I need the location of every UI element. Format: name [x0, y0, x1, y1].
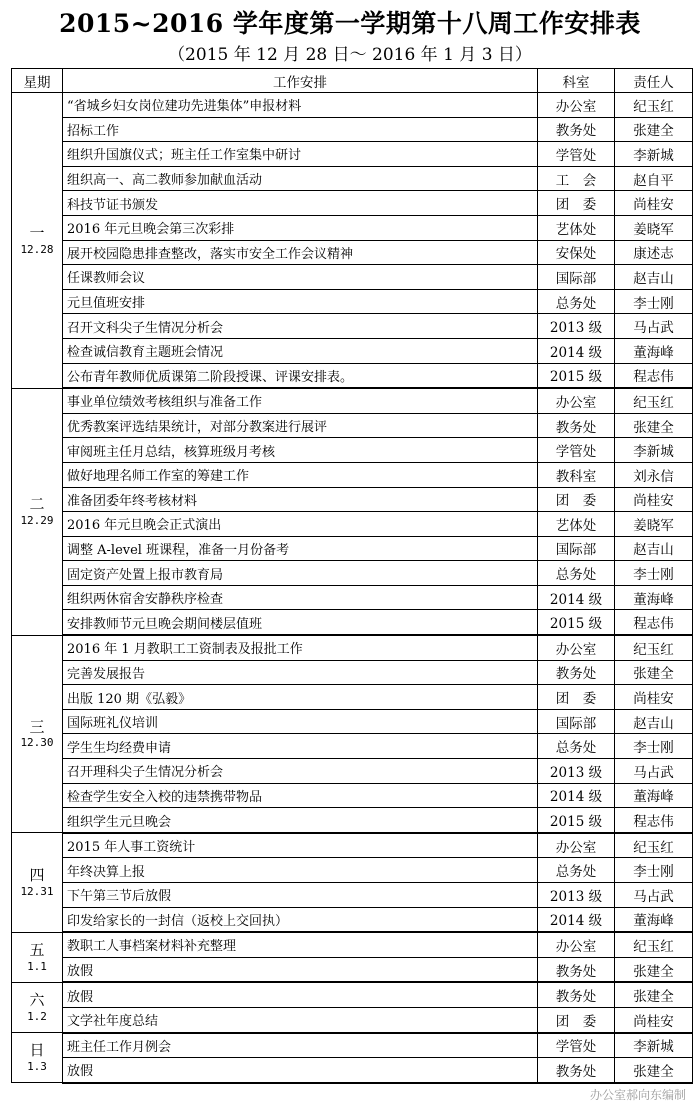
table-row	[12, 932, 693, 957]
dept-cell: 工 会	[538, 166, 615, 191]
task-cell: 召开理科尖子生情况分析会	[63, 759, 538, 784]
dept-cell: 艺体处	[538, 215, 615, 240]
document-subtitle: （2015 年 12 月 28 日～ 2016 年 1 月 3 日）	[168, 45, 532, 65]
table-row	[12, 957, 693, 982]
task-cell: 放假	[63, 982, 538, 1007]
table-row	[12, 338, 693, 363]
task-cell: 事业单位绩效考核组织与准备工作	[63, 388, 538, 413]
day-cell	[12, 1033, 63, 1083]
dept-cell: 2014 级	[538, 783, 615, 808]
person-cell: 张建全	[615, 660, 693, 685]
weekday-label: 五	[29, 941, 45, 960]
task-cell: 班主任工作月例会	[63, 1033, 538, 1058]
dept-cell: 团 委	[538, 685, 615, 710]
task-cell: 年终决算上报	[63, 858, 538, 883]
date-label: 1.1	[27, 959, 47, 973]
dept-cell: 总务处	[538, 561, 615, 586]
person-cell: 董海峰	[615, 783, 693, 808]
task-cell: 国际班礼仪培训	[63, 709, 538, 734]
task-cell: 2016 年元旦晚会正式演出	[63, 512, 538, 537]
dept-cell: 2013 级	[538, 759, 615, 784]
task-cell: 任课教师会议	[63, 265, 538, 290]
table-row	[12, 314, 693, 339]
person-cell: 董海峰	[615, 907, 693, 932]
dept-cell: 2014 级	[538, 338, 615, 363]
date-label: 12.28	[20, 242, 54, 256]
dept-cell: 学管处	[538, 142, 615, 167]
table-row	[12, 487, 693, 512]
table-row	[12, 610, 693, 635]
weekday-label: 二	[29, 495, 45, 514]
table-row	[12, 561, 693, 586]
task-cell: 放假	[63, 1058, 538, 1083]
task-cell: 招标工作	[63, 117, 538, 142]
weekday-label: 六	[29, 991, 45, 1010]
header-dept: 科室	[538, 69, 615, 93]
table-row	[12, 660, 693, 685]
date-label: 12.30	[20, 736, 54, 750]
task-cell: 检查学生安全入校的违禁携带物品	[63, 783, 538, 808]
person-cell: 尚桂安	[615, 1007, 693, 1032]
header-person: 责任人	[615, 69, 693, 93]
table-row	[12, 93, 693, 118]
dept-cell: 安保处	[538, 240, 615, 265]
dept-cell: 2013 级	[538, 883, 615, 908]
table-row	[12, 982, 693, 1007]
task-cell: 2016 年元旦晚会第三次彩排	[63, 215, 538, 240]
task-cell: 元旦值班安排	[63, 289, 538, 314]
dept-cell: 国际部	[538, 265, 615, 290]
task-cell: 组织学生元旦晚会	[63, 808, 538, 833]
dept-cell: 团 委	[538, 1007, 615, 1032]
person-cell: 程志伟	[615, 363, 693, 388]
task-cell: 审阅班主任月总结，核算班级月考核	[63, 438, 538, 463]
person-cell: 程志伟	[615, 808, 693, 833]
table-row	[12, 709, 693, 734]
dept-cell: 2015 级	[538, 808, 615, 833]
person-cell: 李士刚	[615, 561, 693, 586]
person-cell: 董海峰	[615, 585, 693, 610]
task-cell: 2015 年人事工资统计	[63, 833, 538, 858]
person-cell: 纪玉红	[615, 635, 693, 660]
person-cell: 纪玉红	[615, 833, 693, 858]
table-row	[12, 388, 693, 413]
date-label: 1.3	[27, 1060, 47, 1074]
task-cell: 召开文科尖子生情况分析会	[63, 314, 538, 339]
table-row	[12, 438, 693, 463]
table-row	[12, 265, 693, 290]
table-row	[12, 783, 693, 808]
table-row	[12, 808, 693, 833]
dept-cell: 总务处	[538, 858, 615, 883]
dept-cell: 总务处	[538, 734, 615, 759]
day-cell	[12, 932, 63, 982]
table-row	[12, 734, 693, 759]
schedule-table	[11, 68, 693, 1084]
person-cell: 李士刚	[615, 734, 693, 759]
dept-cell: 办公室	[538, 635, 615, 660]
task-cell: 组织两休宿舍安静秩序检查	[63, 585, 538, 610]
table-row	[12, 191, 693, 216]
person-cell: 马占武	[615, 883, 693, 908]
person-cell: 康述志	[615, 240, 693, 265]
day-cell	[12, 93, 63, 389]
person-cell: 姜晓军	[615, 215, 693, 240]
day-cell	[12, 635, 63, 833]
dept-cell: 国际部	[538, 536, 615, 561]
person-cell: 纪玉红	[615, 388, 693, 413]
person-cell: 纪玉红	[615, 93, 693, 118]
task-cell: 安排教师节元旦晚会期间楼层值班	[63, 610, 538, 635]
person-cell: 尚桂安	[615, 191, 693, 216]
person-cell: 张建全	[615, 957, 693, 982]
task-cell: 出版 120 期《弘毅》	[63, 685, 538, 710]
task-cell: 学生生均经费申请	[63, 734, 538, 759]
task-cell: “省城乡妇女岗位建功先进集体”申报材料	[63, 93, 538, 118]
dept-cell: 教务处	[538, 1058, 615, 1083]
task-cell: 科技节证书颁发	[63, 191, 538, 216]
task-cell: 放假	[63, 957, 538, 982]
table-row	[12, 215, 693, 240]
dept-cell: 学管处	[538, 438, 615, 463]
footer-credit: 办公室郝向东编制	[589, 1088, 686, 1102]
dept-cell: 教务处	[538, 117, 615, 142]
table-row	[12, 858, 693, 883]
person-cell: 尚桂安	[615, 487, 693, 512]
dept-cell: 2015 级	[538, 363, 615, 388]
table-row	[12, 117, 693, 142]
dept-cell: 教务处	[538, 957, 615, 982]
dept-cell: 办公室	[538, 833, 615, 858]
table-row	[12, 289, 693, 314]
task-cell: 公布青年教师优质课第二阶段授课、评课安排表。	[63, 363, 538, 388]
task-cell: 准备团委年终考核材料	[63, 487, 538, 512]
day-cell	[12, 833, 63, 932]
task-cell: 优秀教案评选结果统计，对部分教案进行展评	[63, 413, 538, 438]
table-row	[12, 142, 693, 167]
dept-cell: 2015 级	[538, 610, 615, 635]
person-cell: 赵自平	[615, 166, 693, 191]
table-row	[12, 512, 693, 537]
person-cell: 尚桂安	[615, 685, 693, 710]
dept-cell: 2014 级	[538, 907, 615, 932]
table-row	[12, 413, 693, 438]
dept-cell: 团 委	[538, 191, 615, 216]
dept-cell: 教科室	[538, 462, 615, 487]
task-cell: 2016 年 1 月教职工工资制表及报批工作	[63, 635, 538, 660]
person-cell: 张建全	[615, 117, 693, 142]
task-cell: 完善发展报告	[63, 660, 538, 685]
table-row	[12, 1033, 693, 1058]
dept-cell: 办公室	[538, 93, 615, 118]
person-cell: 赵吉山	[615, 709, 693, 734]
task-cell: 固定资产处置上报市教育局	[63, 561, 538, 586]
dept-cell: 办公室	[538, 932, 615, 957]
person-cell: 李新城	[615, 142, 693, 167]
person-cell: 张建全	[615, 413, 693, 438]
table-row	[12, 536, 693, 561]
task-cell: 组织升国旗仪式；班主任工作室集中研讨	[63, 142, 538, 167]
schedule-body	[12, 93, 693, 1083]
person-cell: 赵吉山	[615, 265, 693, 290]
person-cell: 李士刚	[615, 858, 693, 883]
table-row	[12, 166, 693, 191]
date-label: 12.29	[20, 514, 54, 528]
table-row	[12, 1058, 693, 1083]
table-row	[12, 1007, 693, 1032]
task-cell: 检查诚信教育主题班会情况	[63, 338, 538, 363]
dept-cell: 2013 级	[538, 314, 615, 339]
task-cell: 调整 A-level 班课程，准备一月份备考	[63, 536, 538, 561]
day-cell	[12, 982, 63, 1032]
task-cell: 做好地理名师工作室的筹建工作	[63, 462, 538, 487]
weekday-label: 三	[29, 717, 45, 736]
table-row	[12, 363, 693, 388]
person-cell: 董海峰	[615, 338, 693, 363]
dept-cell: 团 委	[538, 487, 615, 512]
task-cell: 文学社年度总结	[63, 1007, 538, 1032]
table-row	[12, 585, 693, 610]
table-row	[12, 883, 693, 908]
dept-cell: 总务处	[538, 289, 615, 314]
dept-cell: 办公室	[538, 388, 615, 413]
header-day: 星期	[12, 69, 63, 93]
table-row	[12, 685, 693, 710]
person-cell: 李新城	[615, 438, 693, 463]
person-cell: 张建全	[615, 982, 693, 1007]
document-title: 2015~2016 学年度第一学期第十八周工作安排表	[59, 9, 641, 38]
person-cell: 李士刚	[615, 289, 693, 314]
weekday-label: 日	[29, 1041, 45, 1060]
date-label: 12.31	[20, 885, 54, 898]
person-cell: 刘永信	[615, 462, 693, 487]
dept-cell: 国际部	[538, 709, 615, 734]
table-row	[12, 240, 693, 265]
weekday-label: 四	[29, 866, 45, 885]
person-cell: 马占武	[615, 314, 693, 339]
person-cell: 李新城	[615, 1033, 693, 1058]
person-cell: 程志伟	[615, 610, 693, 635]
person-cell: 马占武	[615, 759, 693, 784]
table-header-row	[12, 69, 693, 93]
dept-cell: 教务处	[538, 660, 615, 685]
person-cell: 张建全	[615, 1058, 693, 1083]
task-cell: 展开校园隐患排查整改，落实市安全工作会议精神	[63, 240, 538, 265]
table-row	[12, 907, 693, 932]
task-cell: 教职工人事档案材料补充整理	[63, 932, 538, 957]
table-row	[12, 462, 693, 487]
dept-cell: 2014 级	[538, 585, 615, 610]
dept-cell: 学管处	[538, 1033, 615, 1058]
table-row	[12, 833, 693, 858]
weekday-label: 一	[29, 224, 45, 243]
task-cell: 下午第三节后放假	[63, 883, 538, 908]
person-cell: 姜晓军	[615, 512, 693, 537]
task-cell: 组织高一、高二教师参加献血活动	[63, 166, 538, 191]
header-task: 工作安排	[63, 69, 538, 93]
date-label: 1.2	[27, 1009, 47, 1023]
person-cell: 纪玉红	[615, 932, 693, 957]
dept-cell: 艺体处	[538, 512, 615, 537]
task-cell: 印发给家长的一封信（返校上交回执）	[63, 907, 538, 932]
day-cell	[12, 388, 63, 635]
dept-cell: 教务处	[538, 982, 615, 1007]
table-row	[12, 759, 693, 784]
dept-cell: 教务处	[538, 413, 615, 438]
person-cell: 赵吉山	[615, 536, 693, 561]
table-row	[12, 635, 693, 660]
